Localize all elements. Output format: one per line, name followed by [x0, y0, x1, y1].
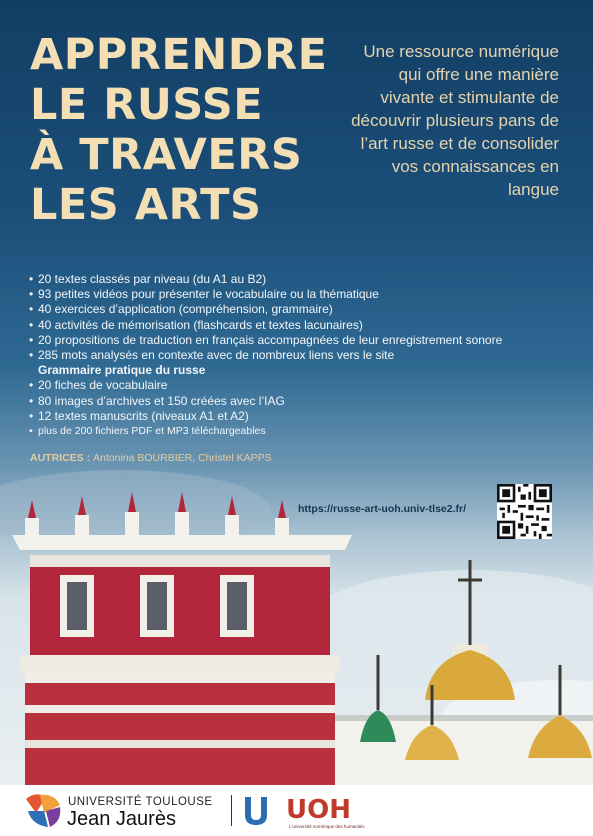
- title-line: LES ARTS: [30, 180, 262, 230]
- university-toulouse-logo-icon[interactable]: [22, 789, 64, 831]
- feature-item: • plus de 200 fichiers PDF et MP3 téléchargeables: [28, 424, 568, 439]
- u-logo-icon[interactable]: [241, 795, 271, 827]
- uoh-caption: L'université numérique des humanités: [289, 824, 365, 829]
- footer: [0, 785, 593, 836]
- uoh-wordmark: UOH: [286, 795, 351, 822]
- poster-title: [30, 30, 327, 230]
- website-link[interactable]: https://russe-art-uoh.univ-tlse2.fr/: [298, 503, 467, 515]
- feature-item: • 93 petites vidéos pour présenter le vocabulaire ou la thématique: [28, 287, 568, 302]
- university-name-bottom: Jean Jaurès: [67, 808, 176, 830]
- tagline: Une ressource numérique qui offre une manière vivante et stimulante de découvrir plusieurs pans de l’art russe et de consolider vos connaissances en langue: [351, 42, 559, 199]
- feature-item: • 20 propositions de traduction en français accompagnées de leur enregistrement sonore: [28, 333, 568, 348]
- feature-item: • 40 activités de mémorisation (flashcards et textes lacunaires): [28, 318, 568, 333]
- title-line: À TRAVERS: [30, 130, 303, 180]
- uoh-logo[interactable]: [286, 792, 366, 822]
- feature-item: • 285 mots analysés en contexte avec de nombreux liens vers le site: [28, 348, 568, 363]
- feature-item: • 20 textes classés par niveau (du A1 au B2): [28, 272, 568, 287]
- footer-divider: [231, 795, 232, 826]
- authors-label: AUTRICES :: [30, 452, 91, 464]
- qr-code-icon[interactable]: [497, 484, 552, 539]
- feature-list: [28, 272, 568, 439]
- feature-item: • 40 exercices d’application (compréhension, grammaire): [28, 302, 568, 317]
- feature-item: • 80 images d’archives et 150 créées avec l’IAG: [28, 394, 568, 409]
- authors-names: Antonina BOURBIER, Christel KAPPS: [93, 452, 272, 464]
- authors: [30, 452, 272, 464]
- feature-item: • 12 textes manuscrits (niveaux A1 et A2): [28, 409, 568, 424]
- title-line: LE RUSSE: [30, 80, 264, 130]
- feature-item: • 20 fiches de vocabulaire: [28, 378, 568, 393]
- title-line: APPRENDRE: [30, 30, 328, 80]
- feature-item-link[interactable]: Grammaire pratique du russe: [38, 363, 206, 378]
- university-name-top: UNIVERSITÉ TOULOUSE: [68, 796, 213, 808]
